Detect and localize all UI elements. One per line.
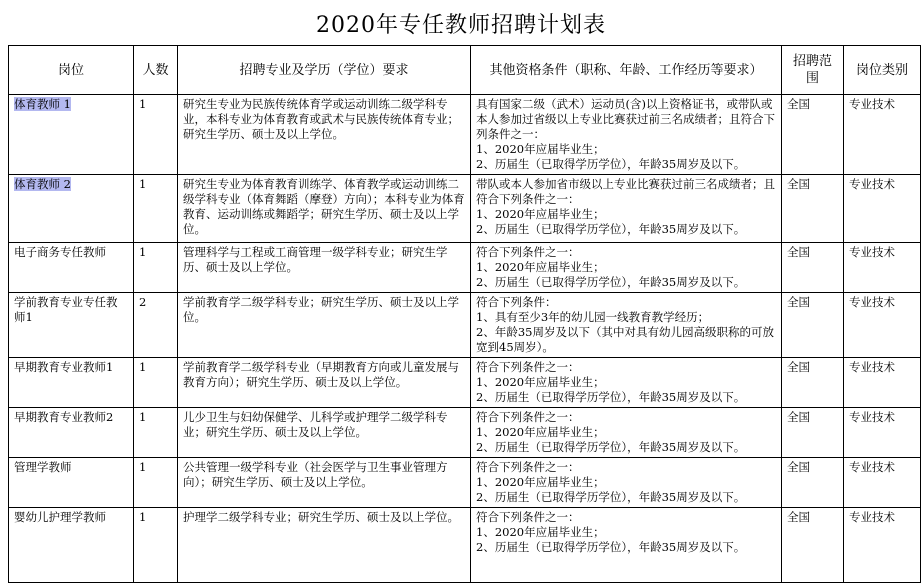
cell-category: 专业技术 xyxy=(844,508,921,583)
cell-count: 1 xyxy=(134,408,178,458)
header-scope: 招聘范围 xyxy=(782,46,844,95)
cell-count: 1 xyxy=(134,508,178,583)
table-row xyxy=(9,508,921,583)
position-name: 体育教师 2 xyxy=(14,177,71,191)
cell-scope: 全国 xyxy=(782,458,844,508)
position-name: 管理学教师 xyxy=(14,460,72,474)
cell-count: 1 xyxy=(134,95,178,175)
cell-position xyxy=(9,458,134,508)
cell-major-requirement: 研究生专业为民族传统体育学或运动训练二级学科专业，本科专业为体育教育或武术与民族传统体育专业；研究生学历、硕士及以上学位。 xyxy=(178,95,471,175)
condition-line: 2、历届生（已取得学历学位），年龄35周岁及以下。 xyxy=(476,275,746,289)
header-category: 岗位类别 xyxy=(844,46,921,95)
cell-category: 专业技术 xyxy=(844,175,921,243)
position-name: 学前教育专业专任教师1 xyxy=(14,295,118,324)
condition-line: 1、2020年应届毕业生； xyxy=(476,475,605,489)
condition-line: 符合下列条件之一： xyxy=(476,460,580,474)
condition-line: 符合下列条件： xyxy=(476,295,557,309)
cell-other-conditions xyxy=(471,358,782,408)
condition-line: 2、历届生（已取得学历学位），年龄35周岁及以下。 xyxy=(476,390,746,404)
cell-category: 专业技术 xyxy=(844,293,921,358)
position-name: 体育教师 1 xyxy=(14,97,71,111)
condition-line: 2、历届生（已取得学历学位），年龄35周岁及以下。 xyxy=(476,222,746,236)
header-position: 岗位 xyxy=(9,46,134,95)
cell-major-requirement: 管理科学与工程或工商管理一级学科专业；研究生学历、硕士及以上学位。 xyxy=(178,243,471,293)
cell-position xyxy=(9,293,134,358)
cell-scope: 全国 xyxy=(782,243,844,293)
cell-count: 1 xyxy=(134,243,178,293)
cell-position xyxy=(9,243,134,293)
cell-scope: 全国 xyxy=(782,293,844,358)
recruitment-plan-table xyxy=(8,45,921,583)
cell-position xyxy=(9,508,134,583)
table-row xyxy=(9,293,921,358)
table-row xyxy=(9,408,921,458)
cell-other-conditions xyxy=(471,508,782,583)
table-row xyxy=(9,175,921,243)
cell-position xyxy=(9,95,134,175)
condition-line: 2、历届生（已取得学历学位），年龄35周岁及以下。 xyxy=(476,540,746,554)
cell-category: 专业技术 xyxy=(844,95,921,175)
position-name: 早期教育专业教师1 xyxy=(14,360,114,374)
condition-line: 1、2020年应届毕业生； xyxy=(476,142,605,156)
condition-line: 符合下列条件之一： xyxy=(476,410,580,424)
cell-major-requirement: 儿少卫生与妇幼保健学、儿科学或护理学二级学科专业；研究生学历、硕士及以上学位。 xyxy=(178,408,471,458)
table-header-row xyxy=(9,46,921,95)
cell-scope: 全国 xyxy=(782,508,844,583)
condition-line: 2、年龄35周岁及以下（其中对具有幼儿园高级职称的可放宽到45周岁）。 xyxy=(476,325,774,354)
cell-count: 1 xyxy=(134,358,178,408)
cell-major-requirement: 公共管理一级学科专业（社会医学与卫生事业管理方向）；研究生学历、硕士及以上学位。 xyxy=(178,458,471,508)
cell-scope: 全国 xyxy=(782,95,844,175)
header-count: 人数 xyxy=(134,46,178,95)
condition-line: 1、具有至少3年的幼儿园一线教育教学经历； xyxy=(476,310,710,324)
cell-count: 1 xyxy=(134,175,178,243)
cell-scope: 全国 xyxy=(782,175,844,243)
table-row xyxy=(9,458,921,508)
condition-line: 符合下列条件之一： xyxy=(476,510,580,524)
cell-major-requirement: 研究生专业为体育教育训练学、体育教学或运动训练二级学科专业（体育舞蹈（摩登）方向）；本科专业为体育教育、运动训练或舞蹈学；研究生学历、硕士及以上学位。 xyxy=(178,175,471,243)
cell-other-conditions xyxy=(471,408,782,458)
position-name: 早期教育专业教师2 xyxy=(14,410,114,424)
cell-category: 专业技术 xyxy=(844,243,921,293)
condition-line: 1、2020年应届毕业生； xyxy=(476,525,605,539)
condition-line: 1、2020年应届毕业生； xyxy=(476,260,605,274)
cell-scope: 全国 xyxy=(782,408,844,458)
cell-other-conditions xyxy=(471,95,782,175)
cell-count: 1 xyxy=(134,458,178,508)
table-row xyxy=(9,95,921,175)
condition-line: 1、2020年应届毕业生； xyxy=(476,425,605,439)
condition-line: 1、2020年应届毕业生； xyxy=(476,375,605,389)
cell-category: 专业技术 xyxy=(844,458,921,508)
cell-position xyxy=(9,408,134,458)
cell-category: 专业技术 xyxy=(844,358,921,408)
condition-line: 2、历届生（已取得学历学位），年龄35周岁及以下。 xyxy=(476,440,746,454)
cell-major-requirement: 学前教育学二级学科专业；研究生学历、硕士及以上学位。 xyxy=(178,293,471,358)
condition-line: 符合下列条件之一： xyxy=(476,245,580,259)
cell-other-conditions xyxy=(471,458,782,508)
condition-line: 带队或本人参加省市级以上专业比赛获过前三名成绩者；且符合下列条件之一： xyxy=(476,177,775,206)
page-title: 2020年专任教师招聘计划表 xyxy=(316,13,606,38)
position-name: 婴幼儿护理学教师 xyxy=(14,510,106,524)
cell-major-requirement: 护理学二级学科专业；研究生学历、硕士及以上学位。 xyxy=(178,508,471,583)
cell-other-conditions xyxy=(471,243,782,293)
header-other-conditions: 其他资格条件（职称、年龄、工作经历等要求） xyxy=(471,46,782,95)
condition-line: 1、2020年应届毕业生； xyxy=(476,207,605,221)
cell-position xyxy=(9,175,134,243)
cell-position xyxy=(9,358,134,408)
table-row xyxy=(9,358,921,408)
header-major: 招聘专业及学历（学位）要求 xyxy=(178,46,471,95)
cell-major-requirement: 学前教育学二级学科专业（早期教育方向或儿童发展与教育方向）；研究生学历、硕士及以上学位。 xyxy=(178,358,471,408)
condition-line: 2、历届生（已取得学历学位），年龄35周岁及以下。 xyxy=(476,490,746,504)
cell-category: 专业技术 xyxy=(844,408,921,458)
cell-other-conditions xyxy=(471,175,782,243)
condition-line: 符合下列条件之一： xyxy=(476,360,580,374)
cell-scope: 全国 xyxy=(782,358,844,408)
cell-other-conditions xyxy=(471,293,782,358)
condition-line: 具有国家二级（武术）运动员(含)以上资格证书，或带队或本人参加过省级以上专业比赛获过前三名成绩者；且符合下列条件之一： xyxy=(476,97,775,141)
table-row xyxy=(9,243,921,293)
condition-line: 2、历届生（已取得学历学位），年龄35周岁及以下。 xyxy=(476,157,746,171)
position-name: 电子商务专任教师 xyxy=(14,245,106,259)
cell-count: 2 xyxy=(134,293,178,358)
